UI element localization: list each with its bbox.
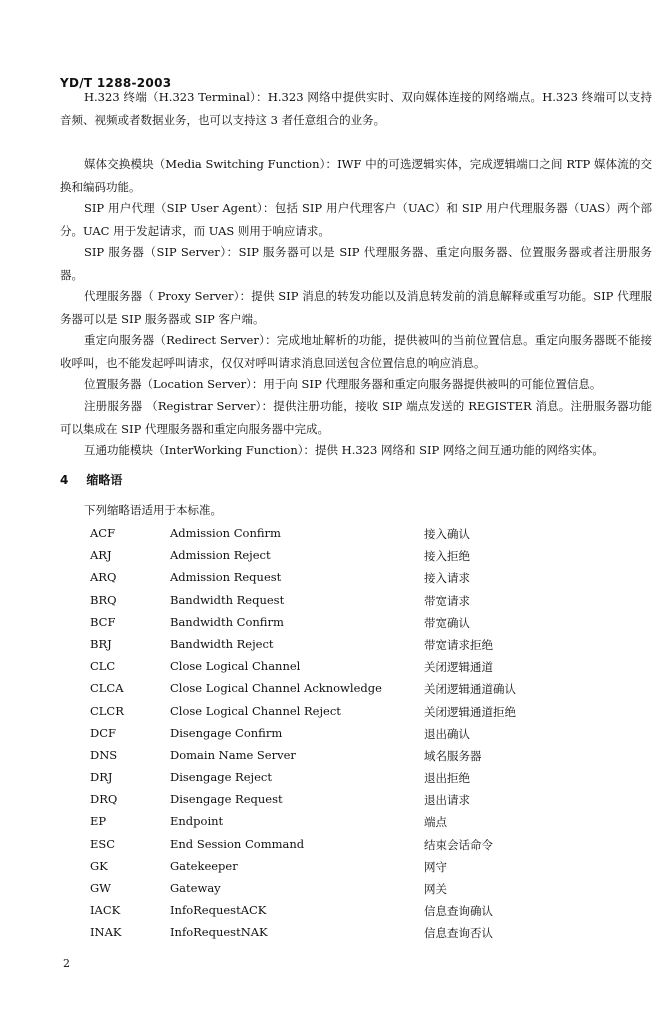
abbreviation: ARJ — [90, 548, 112, 563]
paragraph-proxy-server: 代理服务器（ Proxy Server）：提供 SIP 消息的转发功能以及消息转发前的消息解释或重写功能。SIP 代理服务器可以是 SIP 服务器或 SIP 客户端。 — [60, 289, 652, 326]
english-term: Admission Confirm — [170, 526, 281, 540]
chinese-term: 接入拒绝 — [424, 549, 470, 564]
chinese-term: 域名服务器 — [424, 748, 482, 763]
abbreviation-row — [0, 814, 671, 836]
section-number: 4 — [60, 473, 69, 487]
english-term: Admission Request — [170, 570, 282, 585]
chinese-term: 网守 — [424, 859, 447, 874]
abbreviation-row — [0, 637, 671, 659]
abbreviation: ACF — [90, 526, 116, 540]
abbreviations-intro: 下列缩略语适用于本标准。 — [84, 503, 222, 517]
english-term: Disengage Reject — [170, 770, 272, 785]
abbreviation-row — [0, 837, 671, 859]
chinese-term: 关闭逻辑通道 — [424, 660, 493, 675]
chinese-term: 信息查询否认 — [424, 926, 493, 941]
abbreviation-row — [0, 548, 671, 570]
section-title: 缩略语 — [86, 473, 123, 487]
paragraph-registrar-server: 注册服务器 （Registrar Server）：提供注册功能，接收 SIP 端点发送的 REGISTER 消息。注册服务器功能可以集成在 SIP 代理服务器和重定向服务器中完成。 — [60, 399, 652, 436]
english-term: Endpoint — [170, 814, 224, 829]
chinese-term: 结束会话命令 — [424, 837, 493, 852]
abbreviation: ESC — [90, 836, 116, 851]
abbreviation: CLCA — [90, 681, 124, 696]
paragraph-redirect-server: 重定向服务器（Redirect Server）：完成地址解析的功能，提供被叫的当前位置信息。重定向服务器既不能接收呼叫，也不能发起呼叫请求，仅仅对呼叫请求消息回送包含位置信息的响应消息。 — [60, 333, 652, 370]
english-term: Bandwidth Confirm — [170, 614, 284, 629]
chinese-term: 信息查询确认 — [424, 904, 493, 919]
paragraph-location-server: 位置服务器（Location Server）：用于向 SIP 代理服务器和重定向服务器提供被叫的可能位置信息。 — [84, 377, 602, 391]
abbreviation: GW — [90, 881, 112, 895]
page-number: 2 — [63, 957, 70, 970]
abbreviation: GK — [90, 858, 108, 873]
english-term: Close Logical Channel Acknowledge — [170, 681, 382, 696]
abbreviation-row — [0, 925, 671, 947]
abbreviation: BCF — [90, 614, 116, 629]
english-term: Admission Reject — [170, 548, 271, 563]
abbreviation: DRJ — [90, 770, 113, 785]
english-term: Disengage Request — [170, 792, 283, 807]
chinese-term: 带宽请求拒绝 — [424, 637, 493, 652]
abbreviation-row — [0, 726, 671, 748]
chinese-term: 关闭逻辑通道拒绝 — [424, 704, 516, 719]
english-term: Domain Name Server — [170, 747, 296, 762]
chinese-term: 接入请求 — [424, 571, 470, 586]
abbreviation: BRQ — [90, 592, 117, 607]
chinese-term: 退出拒绝 — [424, 771, 470, 786]
abbreviation-row — [0, 704, 671, 726]
abbreviation: IACK — [90, 903, 121, 918]
abbreviation: EP — [90, 814, 107, 829]
abbreviation-row — [0, 881, 671, 903]
abbreviation: CLCR — [90, 703, 124, 718]
chinese-term: 退出请求 — [424, 793, 470, 808]
abbreviation-row — [0, 681, 671, 703]
abbreviation-row — [0, 659, 671, 681]
abbreviation-row — [0, 770, 671, 792]
english-term: Close Logical Channel — [170, 659, 301, 674]
standard-id-header: YD/T 1288-2003 — [60, 76, 172, 90]
abbreviation-row — [0, 526, 671, 548]
abbreviation-list — [0, 526, 671, 948]
english-term: Bandwidth Reject — [170, 636, 274, 651]
english-term: InfoRequestNAK — [170, 925, 268, 940]
english-term: InfoRequestACK — [170, 903, 267, 918]
english-term: Gateway — [170, 881, 221, 895]
section-heading — [60, 471, 122, 488]
paragraph-sip-server: SIP 服务器（SIP Server）：SIP 服务器可以是 SIP 代理服务器、重定向服务器、位置服务器或者注册服务器。 — [60, 245, 652, 282]
english-term: Bandwidth Request — [170, 592, 285, 607]
abbreviation-row — [0, 792, 671, 814]
chinese-term: 端点 — [424, 815, 447, 830]
abbreviation: BRJ — [90, 636, 112, 651]
abbreviation: DCF — [90, 725, 116, 740]
abbreviation-row — [0, 615, 671, 637]
english-term: Close Logical Channel Reject — [170, 703, 341, 718]
abbreviation: DRQ — [90, 792, 118, 807]
english-term: Disengage Confirm — [170, 725, 283, 740]
english-term: End Session Command — [170, 836, 305, 851]
abbreviation: ARQ — [90, 570, 117, 585]
paragraph-interworking-function: 互通功能模块（InterWorking Function）：提供 H.323 网络和 SIP 网络之间互通功能的网络实体。 — [84, 443, 604, 457]
abbreviation: DNS — [90, 747, 118, 762]
abbreviation-row — [0, 903, 671, 925]
english-term: Gatekeeper — [170, 858, 238, 873]
paragraph-h323-terminal: H.323 终端（H.323 Terminal）：H.323 网络中提供实时、双向媒体连接的网络端点。H.323 终端可以支持音频、视频或者数据业务，也可以支持这 3 者任意组合的业务。 — [60, 90, 652, 127]
chinese-term: 退出确认 — [424, 726, 470, 741]
chinese-term: 带宽请求 — [424, 593, 470, 608]
chinese-term: 带宽确认 — [424, 615, 470, 630]
chinese-term: 接入确认 — [424, 527, 470, 541]
abbreviation-row — [0, 748, 671, 770]
abbreviation-row — [0, 593, 671, 615]
abbreviation: CLC — [90, 659, 116, 674]
paragraph-media-switching: 媒体交换模块（Media Switching Function）：IWF 中的可选逻辑实体，完成逻辑端口之间 RTP 媒体流的交换和编码功能。 — [60, 157, 652, 194]
chinese-term: 关闭逻辑通道确认 — [424, 682, 516, 697]
abbreviation: INAK — [90, 925, 122, 940]
abbreviation-row — [0, 570, 671, 592]
paragraph-sip-user-agent: SIP 用户代理（SIP User Agent）：包括 SIP 用户代理客户（UAC）和 SIP 用户代理服务器（UAS）两个部分。UAC 用于发起请求，而 UAS 则用于响应请求。 — [60, 201, 652, 238]
abbreviation-row — [0, 859, 671, 881]
chinese-term: 网关 — [424, 882, 447, 896]
